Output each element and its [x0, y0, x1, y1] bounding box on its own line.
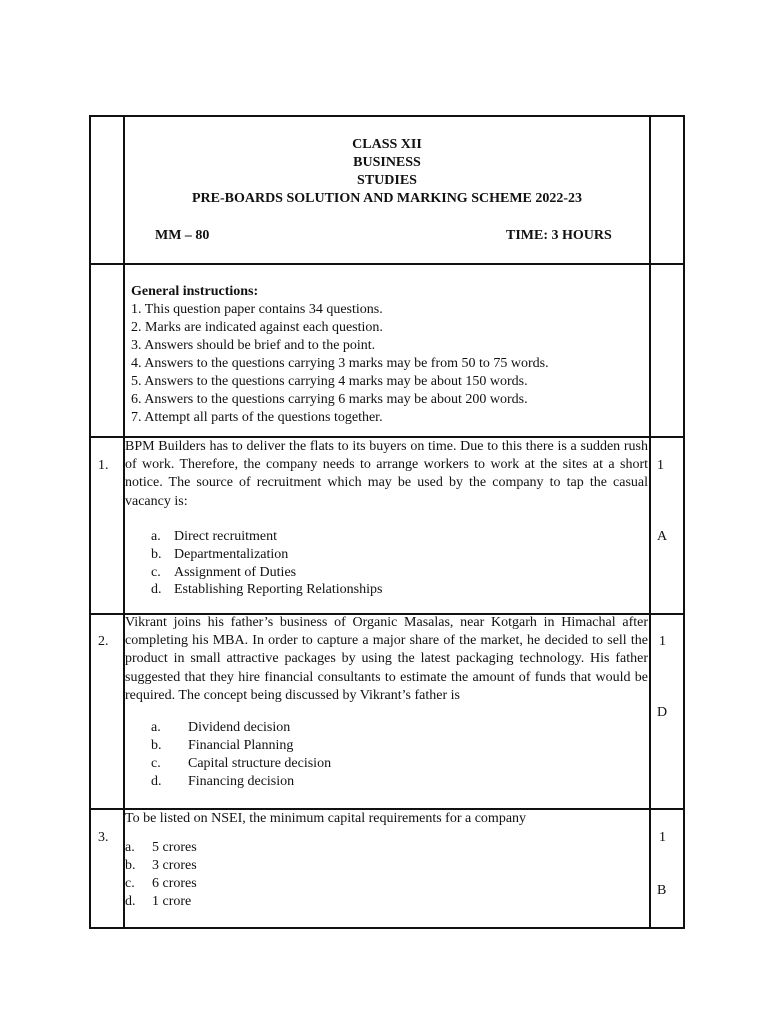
option-text: Financing decision [188, 774, 295, 789]
option-text: Dividend decision [188, 720, 291, 735]
instruction-item: 6. Answers to the questions carrying 6 marks may be about 200 words. [131, 392, 528, 407]
option [125, 839, 197, 857]
option [151, 581, 382, 599]
question-text: To be listed on NSEI, the minimum capital requirements for a company [125, 811, 527, 826]
instruction-item: 4. Answers to the questions carrying 3 marks may be from 50 to 75 words. [131, 356, 549, 371]
answer-key: D [657, 705, 668, 720]
option [151, 719, 290, 737]
option [125, 893, 191, 911]
subject-title-line1: BUSINESS [353, 155, 421, 170]
option [125, 875, 197, 893]
answer-key: B [657, 883, 667, 898]
marks-value: 1 [657, 458, 664, 473]
option-letter: b. [151, 738, 162, 753]
option-text: Departmentalization [174, 547, 289, 562]
subject-title-line2: STUDIES [357, 173, 417, 188]
option [151, 546, 288, 564]
option-letter: b. [151, 547, 162, 562]
instruction-item: 2. Marks are indicated against each question. [131, 320, 383, 335]
row-divider [91, 263, 683, 265]
option-text: Assignment of Duties [174, 565, 297, 580]
max-marks: MM – 80 [155, 228, 210, 243]
option [125, 857, 197, 875]
time-allowed: TIME: 3 HOURS [506, 228, 612, 243]
instructions-title: General instructions: [131, 284, 259, 299]
instruction-item: 1. This question paper contains 34 questions. [131, 302, 383, 317]
scheme-title: PRE-BOARDS SOLUTION AND MARKING SCHEME 2022-23 [191, 191, 583, 206]
option-text: 6 crores [152, 876, 197, 891]
option-text: 5 crores [152, 840, 197, 855]
option-text: Direct recruitment [174, 529, 278, 544]
instruction-item: 7. Attempt all parts of the questions together. [131, 410, 383, 425]
option-letter: a. [125, 840, 135, 855]
column-divider-right [649, 117, 651, 927]
option-letter: a. [151, 720, 161, 735]
class-title: CLASS XII [352, 137, 422, 152]
option [151, 564, 296, 582]
option-letter: c. [151, 565, 161, 580]
answer-key: A [657, 529, 668, 544]
option-text: Capital structure decision [188, 756, 332, 771]
question-text: BPM Builders has to deliver the flats to its buyers on time. Due to this there is a sudden rush of work. Therefore, the company needs to arrange workers to work at the sites at a short notice. The source of recruitment which may be used by the company to tap the casual vacancy is: [125, 439, 648, 509]
question-number: 3. [98, 830, 109, 845]
option-letter: d. [151, 582, 162, 597]
option [151, 737, 293, 755]
column-divider-left [123, 117, 125, 927]
option-letter: c. [125, 876, 135, 891]
option-text: Financial Planning [188, 738, 294, 753]
marks-value: 1 [659, 830, 666, 845]
option-letter: b. [125, 858, 136, 873]
option [151, 755, 331, 773]
answer-key-table [89, 115, 685, 929]
option [151, 528, 277, 546]
instruction-item: 5. Answers to the questions carrying 4 marks may be about 150 words. [131, 374, 528, 389]
option-text: Establishing Reporting Relationships [174, 582, 383, 597]
option-letter: c. [151, 756, 161, 771]
option-letter: a. [151, 529, 161, 544]
option [151, 773, 294, 791]
question-text: Vikrant joins his father’s business of Organic Masalas, near Kotgarh in Himachal after completing his MBA. In order to capture a major share of the market, he decided to sell the product in small attractive packages by using the latest packaging technology. His father suggested that they hire financial consultants to estimate the amount of funds that would be required. The concept being discussed by Vikrant’s father is [125, 615, 648, 703]
question-number: 1. [98, 458, 109, 473]
option-text: 3 crores [152, 858, 197, 873]
marks-value: 1 [659, 634, 666, 649]
option-letter: d. [125, 894, 136, 909]
question-number: 2. [98, 634, 109, 649]
option-letter: d. [151, 774, 162, 789]
instruction-item: 3. Answers should be brief and to the point. [131, 338, 376, 353]
option-text: 1 crore [152, 894, 192, 909]
